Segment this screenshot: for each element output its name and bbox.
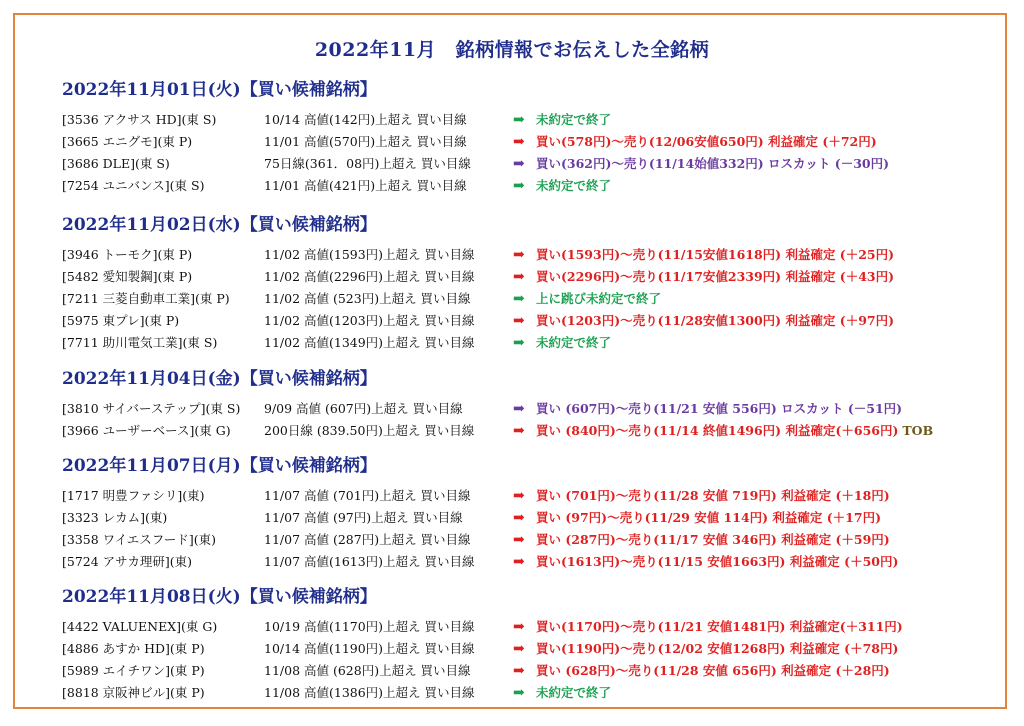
trade-result: 買い (701円)～売り(11/28 安値 719円) 利益確定 (＋18円) <box>536 488 890 503</box>
trade-result: 買い(362円)～売り(11/14始値332円) ロスカット (－30円) <box>536 156 890 171</box>
entry-condition: 10/14 高値(142円)上超え 買い目線 <box>264 112 467 127</box>
arrow-right-icon: ➡ <box>513 510 525 526</box>
arrow-right-icon: ➡ <box>513 291 525 307</box>
trade-result: 未約定で終了 <box>536 685 612 700</box>
stock-name: [3810 サイバーステップ](東 S) <box>62 401 241 416</box>
stock-name: [8818 京阪神ビル](東 P) <box>62 685 205 700</box>
section-heading: 2022年11月07日(月)【買い候補銘柄】 <box>62 456 377 476</box>
arrow-right-icon: ➡ <box>513 401 525 417</box>
stock-name: [3946 トーモク](東 P) <box>62 247 193 262</box>
stock-name: [1717 明豊ファシリ](東) <box>62 488 205 503</box>
stock-name: [7711 助川電気工業](東 S) <box>62 335 218 350</box>
stock-name: [7211 三菱自動車工業](東 P) <box>62 291 230 306</box>
trade-result: 買い (97円)～売り(11/29 安値 114円) 利益確定 (＋17円) <box>536 510 881 525</box>
trade-result: 買い(1190円)～売り(12/02 安値1268円) 利益確定 (＋78円) <box>536 641 899 656</box>
trade-result: 未約定で終了 <box>536 112 612 127</box>
stock-name: [4886 あすか HD](東 P) <box>62 641 205 656</box>
arrow-right-icon: ➡ <box>513 423 525 439</box>
arrow-right-icon: ➡ <box>513 641 525 657</box>
entry-condition: 200日線 (839.50円)上超え 買い目線 <box>264 423 475 438</box>
arrow-right-icon: ➡ <box>513 247 525 263</box>
arrow-right-icon: ➡ <box>513 269 525 285</box>
trade-result: 買い(1593円)～売り(11/15安値1618円) 利益確定 (＋25円) <box>536 247 895 262</box>
stock-name: [4422 VALUENEX](東 G) <box>62 619 218 634</box>
arrow-right-icon: ➡ <box>513 488 525 504</box>
section-heading: 2022年11月08日(火)【買い候補銘柄】 <box>62 587 377 607</box>
stock-name: [3358 ワイエスフード](東) <box>62 532 217 547</box>
stock-name: [7254 ユニバンス](東 S) <box>62 178 205 193</box>
arrow-right-icon: ➡ <box>513 685 525 701</box>
entry-condition: 11/07 高値 (97円)上超え 買い目線 <box>264 510 463 525</box>
entry-condition: 11/08 高値 (628円)上超え 買い目線 <box>264 663 471 678</box>
entry-condition: 11/02 高値(1203円)上超え 買い目線 <box>264 313 475 328</box>
arrow-right-icon: ➡ <box>513 156 525 172</box>
entry-condition: 75日線(361．08円)上超え 買い目線 <box>264 156 471 171</box>
stock-name: [5482 愛知製鋼](東 P) <box>62 269 193 284</box>
entry-condition: 11/01 高値(570円)上超え 買い目線 <box>264 134 467 149</box>
trade-result: 買い (840円)～売り(11/14 終値1496円) 利益確定(＋656円) TOB <box>536 423 934 438</box>
trade-result: 買い (287円)～売り(11/17 安値 346円) 利益確定 (＋59円) <box>536 532 890 547</box>
arrow-right-icon: ➡ <box>513 663 525 679</box>
entry-condition: 11/07 高値 (701円)上超え 買い目線 <box>264 488 471 503</box>
arrow-right-icon: ➡ <box>513 134 525 150</box>
section-heading: 2022年11月02日(水)【買い候補銘柄】 <box>62 215 377 235</box>
arrow-right-icon: ➡ <box>513 313 525 329</box>
stock-name: [3665 エニグモ](東 P) <box>62 134 193 149</box>
section-heading: 2022年11月04日(金)【買い候補銘柄】 <box>62 369 377 389</box>
stock-name: [5975 東プレ](東 P) <box>62 313 180 328</box>
stock-name: [3686 DLE](東 S) <box>62 156 170 171</box>
trade-result: 買い(1170円)～売り(11/21 安値1481円) 利益確定(＋311円) <box>536 619 903 634</box>
arrow-right-icon: ➡ <box>513 532 525 548</box>
trade-result: 未約定で終了 <box>536 178 612 193</box>
section-heading: 2022年11月01日(火)【買い候補銘柄】 <box>62 80 377 100</box>
entry-condition: 11/01 高値(421円)上超え 買い目線 <box>264 178 467 193</box>
entry-condition: 11/08 高値(1386円)上超え 買い目線 <box>264 685 475 700</box>
trade-result: 未約定で終了 <box>536 335 612 350</box>
trade-result: 買い(578円)～売り(12/06安値650円) 利益確定 (＋72円) <box>536 134 877 149</box>
stock-name: [3323 レカム](東) <box>62 510 168 525</box>
entry-condition: 11/02 高値(2296円)上超え 買い目線 <box>264 269 475 284</box>
stock-name: [5989 エイチワン](東 P) <box>62 663 205 678</box>
entry-condition: 11/07 高値(1613円)上超え 買い目線 <box>264 554 475 569</box>
entry-condition: 11/02 高値 (523円)上超え 買い目線 <box>264 291 471 306</box>
arrow-right-icon: ➡ <box>513 335 525 351</box>
trade-result: 買い (607円)～売り(11/21 安値 556円) ロスカット (－51円) <box>536 401 903 416</box>
stock-name: [3536 アクサス HD](東 S) <box>62 112 217 127</box>
page-title: 2022年11月 銘柄情報でお伝えした全銘柄 <box>314 39 710 61</box>
trade-result: 買い (628円)～売り(11/28 安値 656円) 利益確定 (＋28円) <box>536 663 890 678</box>
entry-condition: 11/02 高値(1593円)上超え 買い目線 <box>264 247 475 262</box>
entry-condition: 10/14 高値(1190円)上超え 買い目線 <box>264 641 475 656</box>
arrow-right-icon: ➡ <box>513 554 525 570</box>
extra-note: TOB <box>902 423 934 438</box>
arrow-right-icon: ➡ <box>513 178 525 194</box>
trade-result: 上に跳び未約定で終了 <box>536 291 662 306</box>
arrow-right-icon: ➡ <box>513 619 525 635</box>
entry-condition: 10/19 高値(1170円)上超え 買い目線 <box>264 619 475 634</box>
stock-name: [5724 アサカ理研](東) <box>62 554 193 569</box>
entry-condition: 11/07 高値 (287円)上超え 買い目線 <box>264 532 471 547</box>
trade-result: 買い(2296円)～売り(11/17安値2339円) 利益確定 (＋43円) <box>536 269 895 284</box>
stock-name: [3966 ユーザーベース](東 G) <box>62 423 231 438</box>
trade-result: 買い(1613円)～売り(11/15 安値1663円) 利益確定 (＋50円) <box>536 554 899 569</box>
entry-condition: 11/02 高値(1349円)上超え 買い目線 <box>264 335 475 350</box>
entry-condition: 9/09 高値 (607円)上超え 買い目線 <box>264 401 463 416</box>
trade-result: 買い(1203円)～売り(11/28安値1300円) 利益確定 (＋97円) <box>536 313 895 328</box>
arrow-right-icon: ➡ <box>513 112 525 128</box>
